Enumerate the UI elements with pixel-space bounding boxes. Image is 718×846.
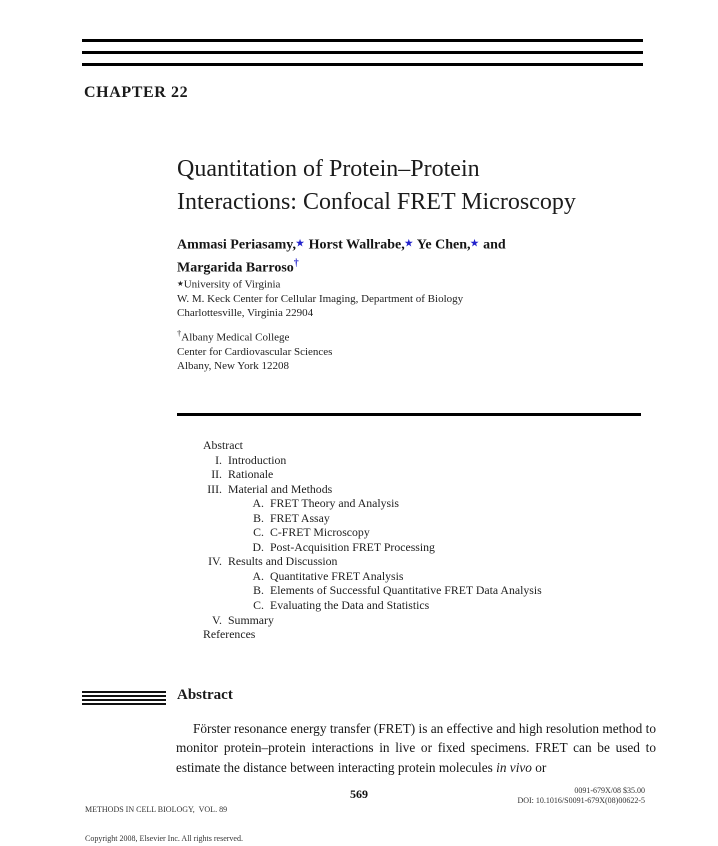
- toc-item: [177, 467, 542, 482]
- toc-item-label: Abstract: [203, 438, 243, 452]
- toc-item: [177, 627, 542, 642]
- toc-item-label: C-FRET Microscopy: [270, 525, 370, 540]
- toc-item-number: C.: [253, 598, 264, 613]
- authors-line-2: [177, 255, 657, 278]
- toc-item: [177, 453, 542, 468]
- toc-item-number: A.: [252, 568, 264, 583]
- toc-item-label: Quantitative FRET Analysis: [270, 568, 404, 583]
- footer-series-title: METHODS IN CELL BIOLOGY, VOL. 89: [85, 805, 228, 814]
- toc-item-number: I.: [215, 452, 222, 467]
- conjunction: and: [479, 237, 506, 253]
- affiliation-line: [177, 277, 463, 292]
- toc-item-label: Results and Discussion: [228, 554, 338, 569]
- toc-item: [177, 554, 542, 569]
- toc-item-number: II.: [211, 467, 222, 482]
- toc-item-number: V.: [212, 612, 222, 627]
- author-name: Ammasi Periasamy,: [177, 237, 296, 253]
- toc-item: [177, 540, 542, 555]
- affiliation-second: [177, 326, 332, 373]
- toc-item-label: Introduction: [228, 452, 287, 467]
- abstract-text: or: [531, 759, 547, 775]
- toc-item-label: Material and Methods: [228, 481, 333, 496]
- rule-line: [82, 51, 643, 54]
- abstract-section-rule-ornament: [82, 691, 166, 707]
- rule-line: [82, 39, 643, 42]
- top-triple-rule: [82, 39, 643, 75]
- toc-item-number: A.: [252, 496, 264, 511]
- authors-block: [177, 234, 657, 277]
- abstract-heading: Abstract: [177, 687, 233, 703]
- footer-copyright: Copyright 2008, Elsevier Inc. All rights reserved.: [85, 833, 243, 843]
- toc-item-number: III.: [207, 481, 222, 496]
- footnote-dagger-symbol: †: [177, 328, 182, 338]
- toc-item: [177, 583, 542, 598]
- affiliation-line: [177, 326, 332, 345]
- affiliation-line: W. M. Keck Center for Cellular Imaging, Department of Biology: [177, 292, 464, 305]
- chapter-title: [177, 153, 647, 219]
- toc-item: [177, 525, 542, 540]
- rule-line: [82, 63, 643, 66]
- toc-item: [177, 496, 542, 511]
- toc-item: [177, 569, 542, 584]
- rule-line: [82, 695, 166, 697]
- footer-issn-price: 0091-679X/08 $35.00: [574, 786, 645, 795]
- toc-item-label: Rationale: [228, 467, 274, 482]
- toc-item-label: Summary: [228, 612, 274, 627]
- affiliation-line: Charlottesville, Virginia 22904: [177, 306, 314, 319]
- abstract-text: Förster resonance energy transfer (FRET) is an effective and high resolution method to monitor protein–protein interactions in live or fixed specimens. FRET can be used to estimate the distance between interacting protein molecules: [176, 721, 656, 775]
- toc-item-label: Post-Acquisition FRET Processing: [270, 539, 435, 554]
- toc-item: [177, 482, 542, 497]
- toc-item: [177, 438, 542, 453]
- toc-item-number: [177, 627, 203, 642]
- toc-item-label: FRET Theory and Analysis: [270, 496, 399, 511]
- footnote-star-symbol: ★: [404, 238, 414, 248]
- affiliation-line: Albany, New York 12208: [177, 359, 290, 372]
- toc-item-number: [177, 438, 203, 453]
- rule-line: [82, 703, 166, 705]
- abstract-text-italic: in vivo: [496, 759, 532, 775]
- affiliation-line: Center for Cardiovascular Sciences: [177, 345, 333, 358]
- toc-item-label: Elements of Successful Quantitative FRET Data Analysis: [270, 583, 542, 598]
- toc-item-label: FRET Assay: [270, 510, 330, 525]
- title-line-1: Quantitation of Protein–Protein: [177, 156, 480, 182]
- toc-item-label: References: [203, 627, 256, 642]
- toc-item: [177, 511, 542, 526]
- rule-line: [82, 699, 166, 701]
- rule-line: [82, 691, 166, 693]
- toc-item-number: B.: [253, 510, 264, 525]
- toc-item: [177, 598, 542, 613]
- abstract-paragraph: [176, 719, 656, 777]
- chapter-label: CHAPTER 22: [84, 84, 189, 101]
- footnote-star-symbol: ★: [177, 279, 184, 288]
- toc-item-number: IV.: [208, 554, 222, 569]
- toc-item-label: Evaluating the Data and Statistics: [270, 598, 430, 613]
- footer-doi: DOI: 10.1016/S0091-679X(08)00622-5: [517, 795, 645, 805]
- footnote-dagger-symbol: †: [293, 257, 299, 269]
- authors-line-1: [177, 234, 657, 255]
- author-name: Horst Wallrabe,: [305, 237, 405, 253]
- table-of-contents: [177, 438, 542, 642]
- toc-item-number: D.: [252, 539, 264, 554]
- toc-item: [177, 613, 542, 628]
- footnote-star-symbol: ★: [295, 238, 306, 248]
- title-line-2: Interactions: Confocal FRET Microscopy: [177, 189, 576, 215]
- affiliation-text: University of Virginia: [183, 278, 281, 291]
- author-name: Ye Chen,: [413, 237, 471, 253]
- footnote-star-symbol: ★: [470, 238, 480, 248]
- footer-publication-info: [517, 786, 645, 805]
- toc-item-number: C.: [253, 525, 264, 540]
- toc-top-rule: [177, 413, 641, 416]
- affiliation-first: [177, 277, 463, 320]
- author-name: Margarida Barroso: [177, 260, 294, 276]
- affiliation-text: Albany Medical College: [181, 331, 290, 344]
- toc-item-number: B.: [253, 583, 264, 598]
- page-number: 569: [350, 787, 368, 801]
